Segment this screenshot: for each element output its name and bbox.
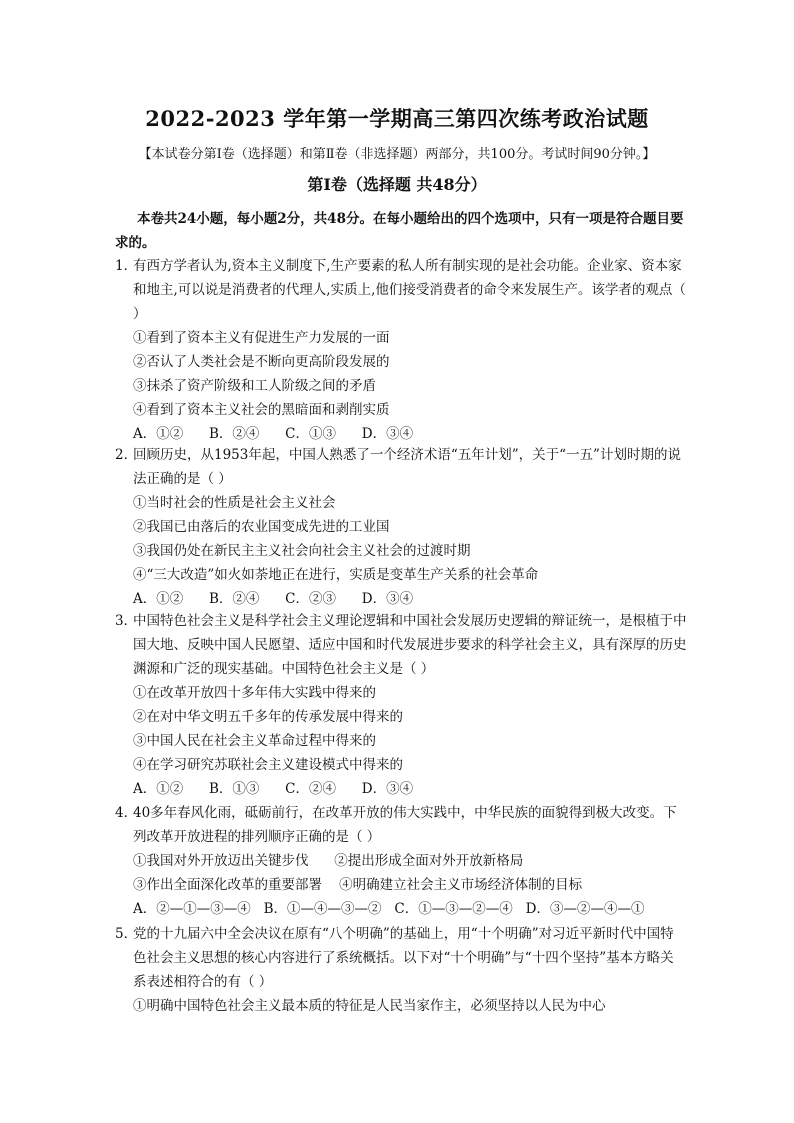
option-item: ②在对中华文明五千多年的传承发展中得来的 — [133, 709, 403, 725]
question-4 — [115, 801, 687, 921]
question-2 — [115, 443, 687, 611]
option-item: ④看到了资本主义社会的黑暗面和剥削实质 — [133, 402, 390, 418]
option-item: ②我国已由落后的农业国变成先进的工业国 — [133, 519, 390, 535]
option-item: ②否认了人类社会是不断向更高阶段发展的 — [133, 354, 390, 370]
answer-choices: A．①② B．②④ C．①③ D．③④ — [133, 426, 414, 442]
option-item: ④“三大改造”如火如荼地正在进行，实质是变革生产关系的社会革命 — [133, 567, 539, 583]
question-number: 3． — [115, 613, 138, 629]
question-number: 5． — [115, 926, 138, 942]
option-item: ①在改革开放四十多年伟大实践中得来的 — [133, 685, 376, 701]
option-item: ④在学习研究苏联社会主义建设模式中得来的 — [133, 757, 403, 773]
answer-choices: A．②—①—③—④ B．①—④—③—② C．①—③—②—④ D．③—②—④—① — [133, 901, 645, 917]
answer-choices: A．①② B．②④ C．②③ D．③④ — [133, 591, 414, 607]
option-item: ①看到了资本主义有促进生产力发展的一面 — [133, 330, 390, 346]
question-number: 1． — [115, 258, 138, 274]
option-item: ③中国人民在社会主义革命过程中得来的 — [133, 733, 376, 749]
question-5 — [115, 922, 687, 1018]
option-item: ③我国仍处在新民主主义社会向社会主义社会的过渡时期 — [133, 543, 471, 559]
question-text: 有西方学者认为,资本主义制度下,生产要素的私人所有制实现的是社会功能。企业家、资本家和地主,可以说是消费者的代理人,实质上,他们接受消费者的命令来发展生产。该学者的观点（ ） — [133, 258, 686, 322]
question-3 — [115, 609, 687, 801]
section-title: 第Ⅰ卷（选择题 共48分） — [307, 175, 487, 194]
option-item: ③抹杀了资产阶级和工人阶级之间的矛盾 — [133, 378, 376, 394]
question-text: 党的十九届六中全会决议在原有“八个明确”的基础上，用“十个明确”对习近平新时代中国特色社会主义思想的核心内容进行了系统概括。以下对“十个明确”与“十四个坚持”基本方略关系表述相符合的有（ ） — [133, 926, 674, 990]
option-item: ①明确中国特色社会主义最本质的特征是人民当家作主，必须坚持以人民为中心 — [133, 998, 606, 1014]
question-1 — [115, 254, 687, 446]
option-item: ①我国对外开放迈出关键步伐 ②提出形成全面对外开放新格局 — [133, 853, 524, 869]
answer-choices: A．①② B．①③ C．②④ D．③④ — [133, 781, 414, 797]
section-intro: 本卷共24小题，每小题2分，共48分。在每小题给出的四个选项中，只有一项是符合题目要求的。 — [115, 211, 684, 251]
question-text: 中国特色社会主义是科学社会主义理论逻辑和中国社会发展历史逻辑的辩证统一，是根植于中国大地、反映中国人民愿望、适应中国和时代发展进步要求的科学社会主义，具有深厚的历史渊源和广泛的现实基础。中国特色社会主义是（ ） — [133, 613, 687, 677]
question-number: 4． — [115, 805, 138, 821]
exam-note: 【本试卷分第Ⅰ卷（选择题）和第Ⅱ卷（非选择题）两部分，共100分。考试时间90分钟。】 — [138, 147, 656, 162]
option-item: ③作出全面深化改革的重要部署 ④明确建立社会主义市场经济体制的目标 — [133, 877, 583, 893]
question-number: 2． — [115, 447, 138, 463]
question-text: 40多年春风化雨，砥砺前行，在改革开放的伟大实践中，中华民族的面貌得到极大改变。下列改革开放进程的排列顺序正确的是（ ） — [133, 805, 677, 845]
option-item: ①当时社会的性质是社会主义社会 — [133, 495, 336, 511]
page-title: 2022-2023 学年第一学期高三第四次练考政治试题 — [145, 106, 649, 131]
question-text: 回顾历史，从1953年起，中国人熟悉了一个经济术语“五年计划”，关于“一五”计划时期的说法正确的是（ ） — [133, 447, 681, 487]
